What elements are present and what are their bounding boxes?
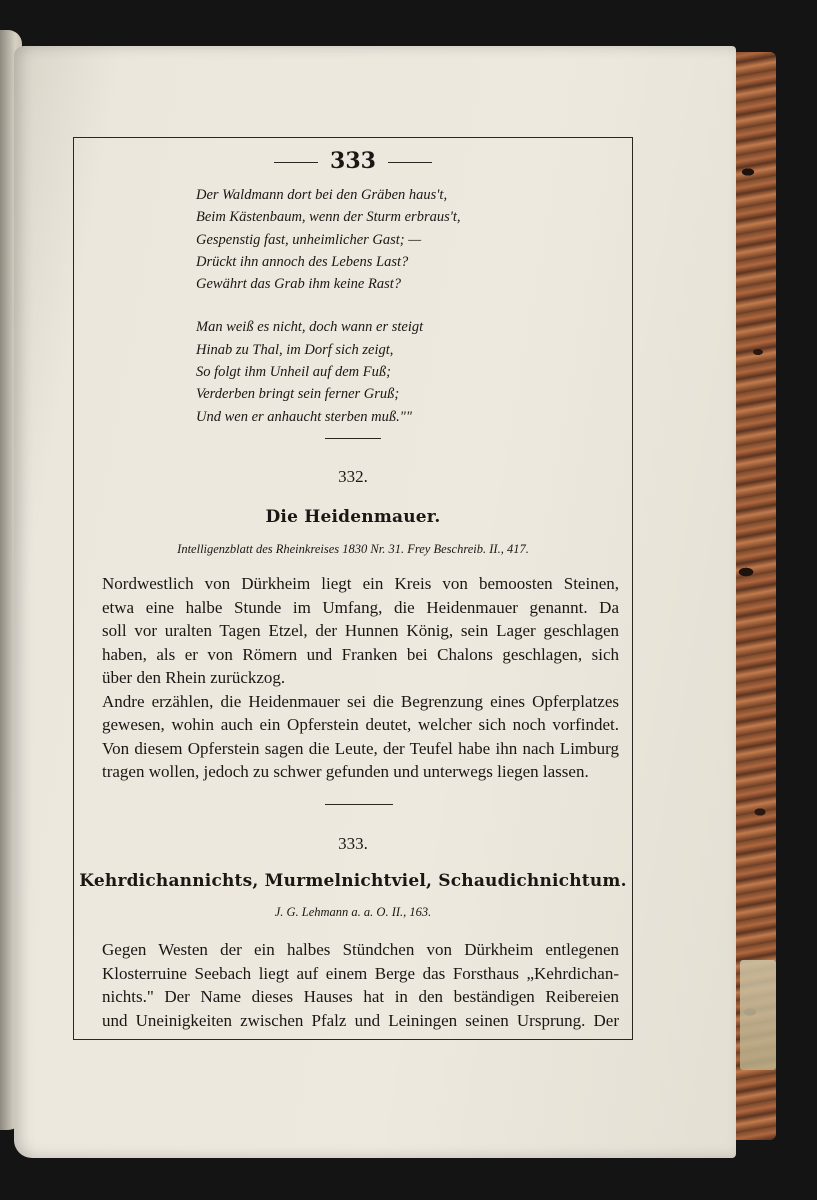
section-number-332: 332. [338, 467, 368, 486]
section-divider [325, 438, 381, 439]
section-number-333: 333. [338, 834, 368, 853]
section-source-333: J. G. Lehmann a. a. O. II., 163. [274, 905, 432, 919]
text-line: über den Rhein zurückzog. [102, 668, 286, 687]
text-line: Gegen Westen der ein halbes Stündchen von Dürkheim entlegenen [102, 940, 619, 959]
poem-line: Man weiß es nicht, doch wann er steigt [196, 319, 424, 336]
header-dash-left [274, 162, 318, 163]
poem-line: Der Waldmann dort bei den Gräben haus't, [196, 187, 448, 203]
section-title-333: Kehrdichannichts, Murmelnichtviel, Schaudichnichtum. [79, 871, 627, 891]
text-line: nichts." Der Name dieses Hauses hat in den beständigen Reibereien [102, 987, 619, 1006]
header-dash-right [388, 162, 432, 163]
poem-line: Drückt ihn annoch des Lebens Last? [196, 253, 409, 270]
spine-tape [740, 960, 776, 1070]
section-source-332: Intelligenzblatt des Rheinkreises 1830 Nr. 31. Frey Beschreib. II., 417. [177, 542, 529, 556]
page-header [74, 148, 632, 174]
text-line: haben, als er von Römern und Franken bei Chalons geschlagen, sich [102, 644, 619, 664]
text-line: Andre erzählen, die Heidenmauer sei die Begrenzung eines Opferplatzes [102, 691, 619, 711]
section-332-text [102, 572, 619, 784]
section-title-332: Die Heidenmauer. [265, 507, 441, 527]
page-number: 333 [330, 148, 376, 174]
poem-stanza-1 [196, 184, 461, 295]
poem-line: Und wen er anhaucht sterben muß."" [196, 408, 412, 425]
section-333-text [102, 938, 619, 1032]
text-line: Klosterruine Seebach liegt auf einem Berge das Forsthaus „Kehrdichan- [102, 963, 619, 983]
poem-line: Beim Kästenbaum, wenn der Sturm erbraus't, [196, 209, 461, 226]
text-line: etwa eine halbe Stunde im Umfang, die Heidenmauer genannt. Da [102, 597, 619, 617]
poem-line: Hinab zu Thal, im Dorf sich zeigt, [196, 341, 394, 358]
text-line: und Uneinigkeiten zwischen Pfalz und Leiningen seinen Ursprung. Der [102, 1010, 619, 1030]
poem-line: Gespenstig fast, unheimlicher Gast; — [196, 231, 422, 248]
text-line: soll vor uralten Tagen Etzel, der Hunnen König, sein Lager geschlagen [102, 621, 619, 640]
poem [196, 184, 461, 428]
text-line: gewesen, wohin auch ein Opferstein deutet, welcher sich noch vorfindet. [102, 715, 619, 734]
poem-line: Gewährt das Grab ihm keine Rast? [196, 276, 401, 293]
poem-line: So folgt ihm Unheil auf dem Fuß; [196, 364, 391, 381]
poem-stanza-2 [196, 316, 461, 427]
poem-line: Verderben bringt sein ferner Gruß; [196, 386, 400, 403]
text-frame [73, 137, 633, 1040]
text-line: tragen wollen, jedoch zu schwer gefunden und unterwegs liegen lassen. [102, 762, 589, 781]
text-line: Nordwestlich von Dürkheim liegt ein Kreis von bemoosten Steinen, [102, 574, 619, 593]
section-divider [325, 804, 393, 805]
text-line: Von diesem Opferstein sagen die Leute, der Teufel habe ihn nach Limburg [102, 738, 619, 758]
